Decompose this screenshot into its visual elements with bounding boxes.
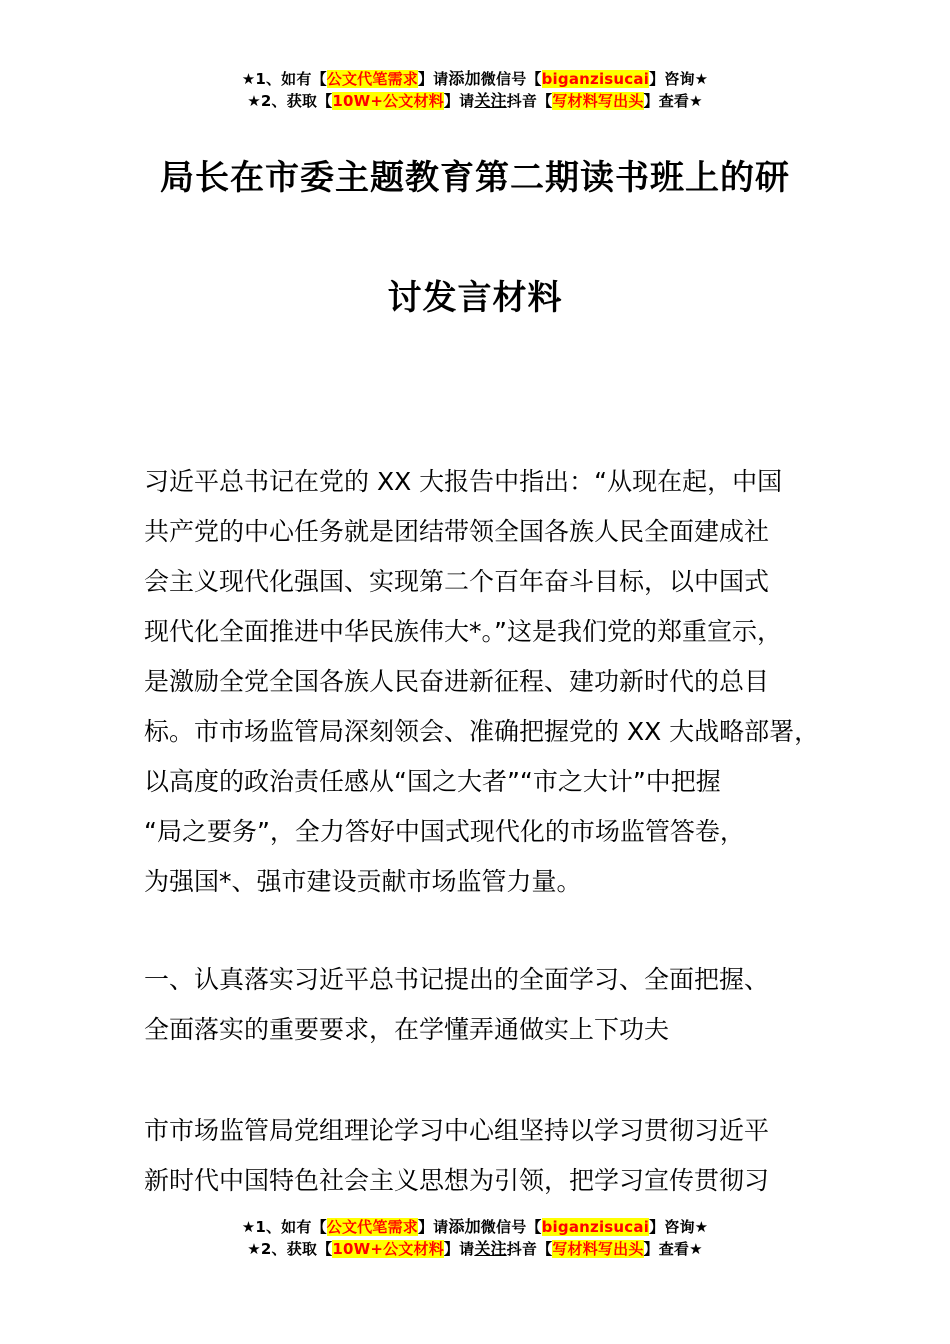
promo-text: ★2、获取【	[247, 1240, 333, 1258]
promo-text: ★2、获取【	[247, 92, 333, 110]
promo-highlight: 公文代笔需求	[326, 70, 418, 88]
paragraph-line: 新时代中国特色社会主义思想为引领，把学习宣传贯彻习	[144, 1166, 770, 1195]
promo-highlight: 公文代笔需求	[326, 1218, 418, 1236]
promo-text: 】请	[443, 92, 475, 110]
promo-highlight: 10W+公文材料	[332, 1240, 444, 1258]
promo-text: 】请	[417, 1218, 449, 1236]
promo-line-1	[0, 1216, 950, 1238]
promo-line-2	[0, 90, 950, 112]
promo-text: 关注	[474, 91, 507, 110]
paragraph-line: 为强国*、强市建设贡献市场监管力量。	[144, 867, 582, 896]
promo-text: ★1、如有【	[241, 1218, 327, 1236]
promo-text: 】请	[417, 70, 449, 88]
promo-highlight-wechat: biganzisucai	[541, 1218, 650, 1236]
paragraph-line: 以高度的政治责任感从“国之大者”“市之大计”中把握	[144, 767, 721, 796]
paragraph-line: 会主义现代化强国、实现第二个百年奋斗目标，以中国式	[144, 567, 770, 596]
promo-highlight-wechat: biganzisucai	[541, 70, 650, 88]
promo-header	[0, 68, 950, 112]
promo-highlight: 10W+公文材料	[332, 92, 444, 110]
promo-text: 】请	[443, 1240, 475, 1258]
promo-text: 抖音【	[506, 1240, 553, 1258]
promo-text: 添加	[448, 1217, 481, 1236]
heading-line: 一、认真落实习近平总书记提出的全面学习、全面把握、	[144, 965, 770, 994]
paragraph-line: 市市场监管局党组理论学习中心组坚持以学习贯彻习近平	[144, 1116, 770, 1145]
promo-text: ★1、如有【	[241, 70, 327, 88]
promo-text: 】咨询★	[649, 70, 709, 88]
paragraph-line: 标。市市场监管局深刻领会、准确把握党的 XX 大战略部署，	[144, 717, 820, 746]
promo-text: 关注	[474, 1239, 507, 1258]
promo-text: 添加	[448, 69, 481, 88]
promo-text: 微信号【	[480, 70, 542, 88]
promo-line-1	[0, 68, 950, 90]
promo-line-2	[0, 1238, 950, 1260]
paragraph-line: 习近平总书记在党的 XX 大报告中指出：“从现在起，中国	[144, 467, 783, 496]
promo-text: 】查看★	[643, 1240, 703, 1258]
promo-text: 】查看★	[643, 92, 703, 110]
paragraph-line: 现代化全面推进中华民族伟大*。”这是我们党的郑重宣示，	[144, 617, 782, 646]
promo-text: 抖音【	[506, 92, 553, 110]
body-paragraph-2	[144, 1106, 844, 1206]
body-paragraph-1	[144, 457, 844, 907]
promo-highlight-douyin: 写材料写出头	[552, 1240, 644, 1258]
promo-text: 】咨询★	[649, 1218, 709, 1236]
promo-footer	[0, 1216, 950, 1260]
section-heading-1	[144, 955, 844, 1055]
paragraph-line: “局之要务”，全力答好中国式现代化的市场监管答卷，	[144, 817, 745, 846]
heading-line: 全面落实的重要要求，在学懂弄通做实上下功夫	[144, 1015, 670, 1044]
document-title-line-2: 讨发言材料	[387, 278, 563, 318]
promo-text: 微信号【	[480, 1218, 542, 1236]
paragraph-line: 是激励全党全国各族人民奋进新征程、建功新时代的总目	[144, 667, 770, 696]
document-title-line-1: 局长在市委主题教育第二期读书班上的研	[160, 158, 790, 198]
promo-highlight-douyin: 写材料写出头	[552, 92, 644, 110]
paragraph-line: 共产党的中心任务就是团结带领全国各族人民全面建成社	[144, 517, 770, 546]
